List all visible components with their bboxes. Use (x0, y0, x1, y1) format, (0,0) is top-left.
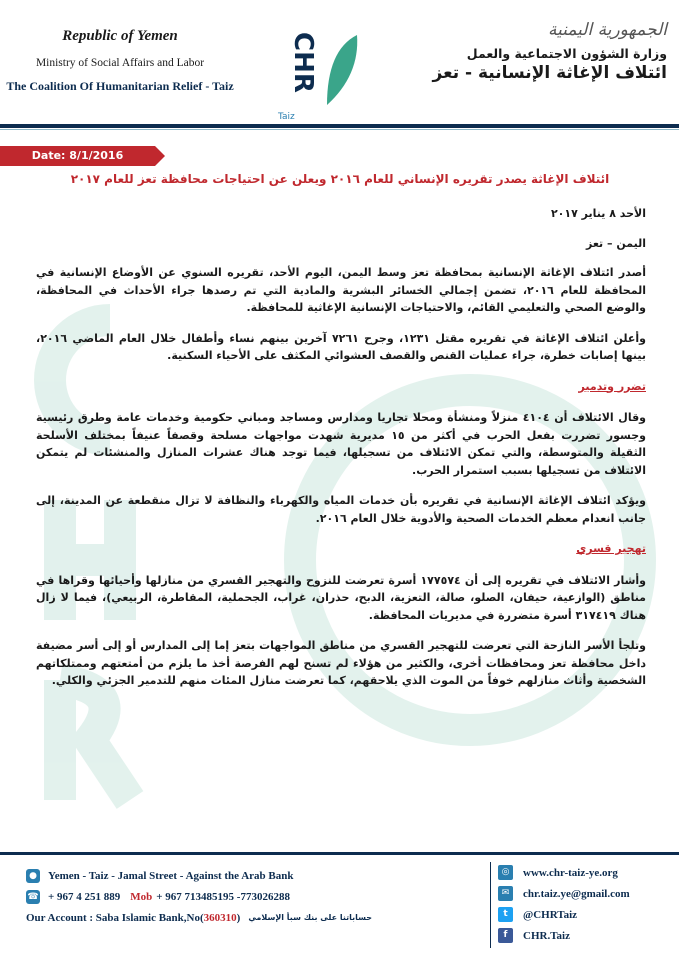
email-icon: ✉ (498, 886, 513, 901)
paragraph-1: أصدر ائتلاف الإغاثة الإنسانية بمحافظة تعز وسط اليمن، اليوم الأحد، تقريره السنوي عن الأوضاع الإنسانية في المحافظة للعام ٢٠١٦، تضمن إجمالي الخسائر البشرية والمادية التي تم رصدها جراء الأحداث في المحافظة، والوضع الصحي والتعليمي القائم، والاحتياجات الإنسانية الإغاثية للمحافظة. (36, 266, 646, 314)
header-arabic (367, 20, 667, 83)
account-number: 360310 (203, 911, 237, 924)
account-arabic: حساباتنا على بنك سبأ الإسلامي (248, 913, 373, 922)
footer-online (498, 862, 673, 946)
press-release-body (36, 205, 646, 703)
location-pin-icon: ● (26, 869, 40, 883)
account-suffix: ) (236, 911, 241, 924)
country-name-ar: الجمهورية اليمنية (547, 20, 667, 40)
twitter-link[interactable]: @CHRTaiz (523, 908, 578, 921)
logo-text: CHR (288, 32, 318, 93)
twitter-icon: t (498, 907, 513, 922)
address-text: Yemen - Taiz - Jamal Street - Against the Arab Bank (48, 869, 294, 882)
header-divider-thin (0, 129, 679, 130)
paragraph-4: ويؤكد ائتلاف الإغاثة الإنسانية في تقريره بأن خدمات المياه والكهرباء والنظافة لا تزال منقطعة عن المدينة، إلى جانب انعدام معظم الخدمات الصحية والأدوية خلال العام ٢٠١٦. (36, 494, 646, 525)
dateline: الأحد ٨ يناير ٢٠١٧ (550, 207, 646, 220)
website-link[interactable]: www.chr-taiz-ye.org (523, 866, 618, 879)
header-divider (0, 124, 679, 128)
facebook-row[interactable] (498, 925, 673, 946)
footer-contact (26, 865, 446, 928)
ministry-name-ar: وزارة الشؤون الاجتماعية والعمل (466, 46, 667, 61)
ministry-name-en: Ministry of Social Affairs and Labor (35, 57, 205, 69)
paragraph-6: وتلجأ الأسر النازحة التي تعرضت للتهجير القسري من مناطق المواجهات بتعز إما إلى المدارس أو إلى أسر مضيفة داخل محافظة تعز ومحافظات أخرى، والكثير من هؤلاء لم تسنح لهم الفرصة أخذ ما يلزم من أمتعتهم وممتلكاتهم الشخصية وأثاث منازلهم خوفاً من الموت الذي يلاحقهم، كما تعرضت منازل المئات منهم للتدمير الجزئي والكلي. (36, 639, 646, 687)
mobile-label: Mob (130, 890, 153, 903)
address-row (26, 865, 446, 886)
footer-divider (0, 852, 679, 855)
account-row (26, 907, 446, 928)
country-name-en: Republic of Yemen (62, 28, 178, 44)
footer-separator (490, 862, 491, 948)
header-english (0, 28, 240, 94)
facebook-icon: f (498, 928, 513, 943)
globe-icon: ◎ (498, 865, 513, 880)
facebook-link[interactable]: CHR.Taiz (523, 929, 570, 942)
leaf-icon (322, 30, 362, 110)
twitter-row[interactable] (498, 904, 673, 925)
email-link[interactable]: chr.taiz.ye@gmail.com (523, 887, 630, 900)
date-badge: Date: 8/1/2016 (0, 146, 155, 166)
email-row[interactable] (498, 883, 673, 904)
paragraph-2: وأعلن ائتلاف الإغاثة في تقريره مقتل ١٢٣١، وجرح ٧٢٦١ آخرين بينهم نساء وأطفال خلال العام الماضي ٢٠١٦، بينها إصابات خطرة، جراء عمليات القنص والقصف العشوائي المكثف على الأحياء السكنية. (36, 331, 646, 362)
phone-text: + 967 4 251 889 (48, 890, 121, 903)
website-row[interactable] (498, 862, 673, 883)
location-line: اليمن – تعز (585, 236, 646, 250)
logo-subtext: Taiz (278, 112, 295, 122)
org-name-ar: ائتلاف الإغاثة الإنسانية - تعز (432, 63, 667, 83)
paragraph-5: وأشار الائتلاف في تقريره إلى أن ١٧٧٥٧٤ أسرة تعرضت للنزوح والتهجير القسري من منازلها وأحيائها وقراها في مناطق (الوازعية، حيفان، الصلو، صالة، التعزية، الدبح، حذران، غراب، الجحملية، المقاطرة، الربيعي)، فيما لا زال هناك ٣١٧٤١٩ أسرة متضررة في مديريات المحافظة. (36, 573, 646, 622)
account-prefix: Our Account : Saba Islamic Bank,No( (26, 911, 204, 924)
mobile-text: + 967 713485195 -773026288 (156, 890, 290, 903)
paragraph-3: وقال الائتلاف أن ٤١٠٤ منزلاً ومنشأة ومحلا تجاريا ومدارس ومساجد ومباني حكومية وخدمات عامة وطرق رئيسية وجسور تضررت بفعل الحرب في أكثر من ١٥ مديرية شهدت مواجهات مسلحة وقصفاً عنيفاً بمختلف الأسلحة الثقيلة والمتوسطة، والتي تمكن الائتلاف من تسجيلها، فيما توجد هناك عشرات المنازل والمنشئات لم يتمكن الائتلاف من تسجيلها بسبب استمرار الحرب. (36, 411, 646, 477)
phone-icon: ☎ (27, 891, 39, 902)
chr-logo (272, 24, 318, 124)
subheading-displacement: تهجير قسري (576, 542, 646, 555)
org-name-en: The Coalition Of Humanitarian Relief - Taiz (6, 79, 234, 93)
subheading-damage: تضرر وتدمير (578, 379, 646, 393)
press-release-title: ائتلاف الإغاثة يصدر تقريره الإنساني للعام ٢٠١٦ ويعلن عن احتياجات محافظة تعز للعام ٢٠١٧ (70, 172, 610, 186)
phone-row (26, 886, 446, 907)
